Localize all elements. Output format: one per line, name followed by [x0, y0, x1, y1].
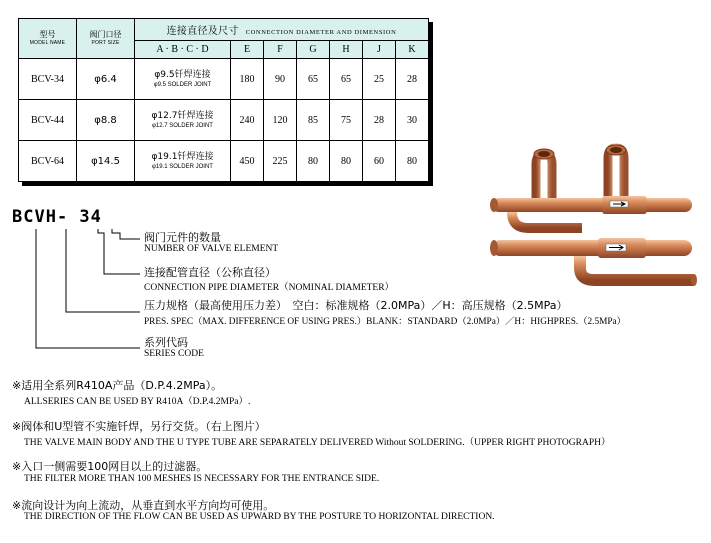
model-code-title: BCVH- 34 — [12, 207, 102, 227]
note-text-en: THE FILTER MORE THAN 100 MESHES IS NECESSARY FOR THE ENTRANCE SIDE. — [24, 474, 380, 484]
cell-f: 90 — [264, 59, 297, 100]
cell-port: φ14.5 — [77, 141, 135, 182]
cell-port: φ8.8 — [77, 100, 135, 141]
note-text-en: THE VALVE MAIN BODY AND THE U TYPE TUBE ARE SEPARATELY DELIVERED Without SOLDERING.（UPPER RIGHT PHOTOGRAPH） — [24, 438, 611, 448]
cell-f: 120 — [264, 100, 297, 141]
cell-j: 25 — [363, 59, 396, 100]
cell-k: 80 — [396, 141, 429, 182]
note-text-cn: ※阀体和U型管不实施钎焊，另行交货。（右上图片） — [12, 420, 266, 433]
cell-port: φ6.4 — [77, 59, 135, 100]
header-connection: 连接直径及尺寸 CONNECTION DIAMETER AND DIMENSION — [135, 19, 429, 41]
cell-g: 85 — [297, 100, 330, 141]
cell-h: 75 — [330, 100, 363, 141]
header-model: 型号 MODEL NAME — [19, 19, 77, 59]
note-text-cn: ※适用全系列R410A产品（D.P.4.2MPa）。 — [12, 379, 223, 392]
header-port-size: 阀门口径 PORT SIZE — [77, 19, 135, 59]
header-e: E — [231, 41, 264, 59]
header-j: J — [363, 41, 396, 59]
cell-j: 28 — [363, 100, 396, 141]
code-item-label-cn: 连接配管直径（公称直径） — [144, 266, 276, 279]
cell-f: 225 — [264, 141, 297, 182]
cell-model: BCV-44 — [19, 100, 77, 141]
cell-e: 240 — [231, 100, 264, 141]
note-text-cn: ※入口一侧需要100网目以上的过滤器。 — [12, 460, 208, 473]
cell-connection: φ12.7钎焊连接 φ12.7 SOLDER JOINT — [135, 100, 231, 141]
note-text-en: THE DIRECTION OF THE FLOW CAN BE USED AS UPWARD BY THE POSTURE TO HORIZONTAL DIRECTION. — [24, 512, 495, 522]
cell-g: 80 — [297, 141, 330, 182]
header-abcd: A · B · C · D — [135, 41, 231, 59]
header-f: F — [264, 41, 297, 59]
cell-h: 80 — [330, 141, 363, 182]
cell-k: 30 — [396, 100, 429, 141]
note-text-cn: ※流向设计为向上流动，从垂直到水平方向均可使用。 — [12, 499, 275, 512]
code-item-label-en: CONNECTION PIPE DIAMETER（NOMINAL DIAMETER） — [144, 283, 395, 293]
cell-model: BCV-34 — [19, 59, 77, 100]
cell-g: 65 — [297, 59, 330, 100]
cell-h: 65 — [330, 59, 363, 100]
code-item-label-cn: 阀门元件的数量 — [144, 231, 221, 244]
code-item-label-en: SERIES CODE — [144, 349, 204, 359]
cell-connection: φ19.1钎焊连接 φ19.1 SOLDER JOINT — [135, 141, 231, 182]
code-item-label-cn: 压力规格（最高使用压力差） 空白：标准规格（2.0MPa）／H：高压规格（2.5MPa） — [144, 299, 568, 312]
header-h: H — [330, 41, 363, 59]
cell-connection: φ9.5钎焊连接 φ9.5 SOLDER JOINT — [135, 59, 231, 100]
cell-k: 28 — [396, 59, 429, 100]
header-g: G — [297, 41, 330, 59]
cell-j: 60 — [363, 141, 396, 182]
code-item-label-en: PRES. SPEC（MAX. DIFFERENCE OF USING PRES.）BLANK：STANDARD（2.0MPa）／H：HIGHPRES.（2.5MPa） — [144, 317, 626, 327]
header-k: K — [396, 41, 429, 59]
cell-e: 180 — [231, 59, 264, 100]
cell-model: BCV-64 — [19, 141, 77, 182]
code-item-label-cn: 系列代码 — [144, 336, 188, 349]
note-text-en: ALLSERIES CAN BE USED BY R410A（D.P.4.2MPa）. — [24, 397, 251, 407]
code-item-label-en: NUMBER OF VALVE ELEMENT — [144, 244, 279, 254]
cell-e: 450 — [231, 141, 264, 182]
